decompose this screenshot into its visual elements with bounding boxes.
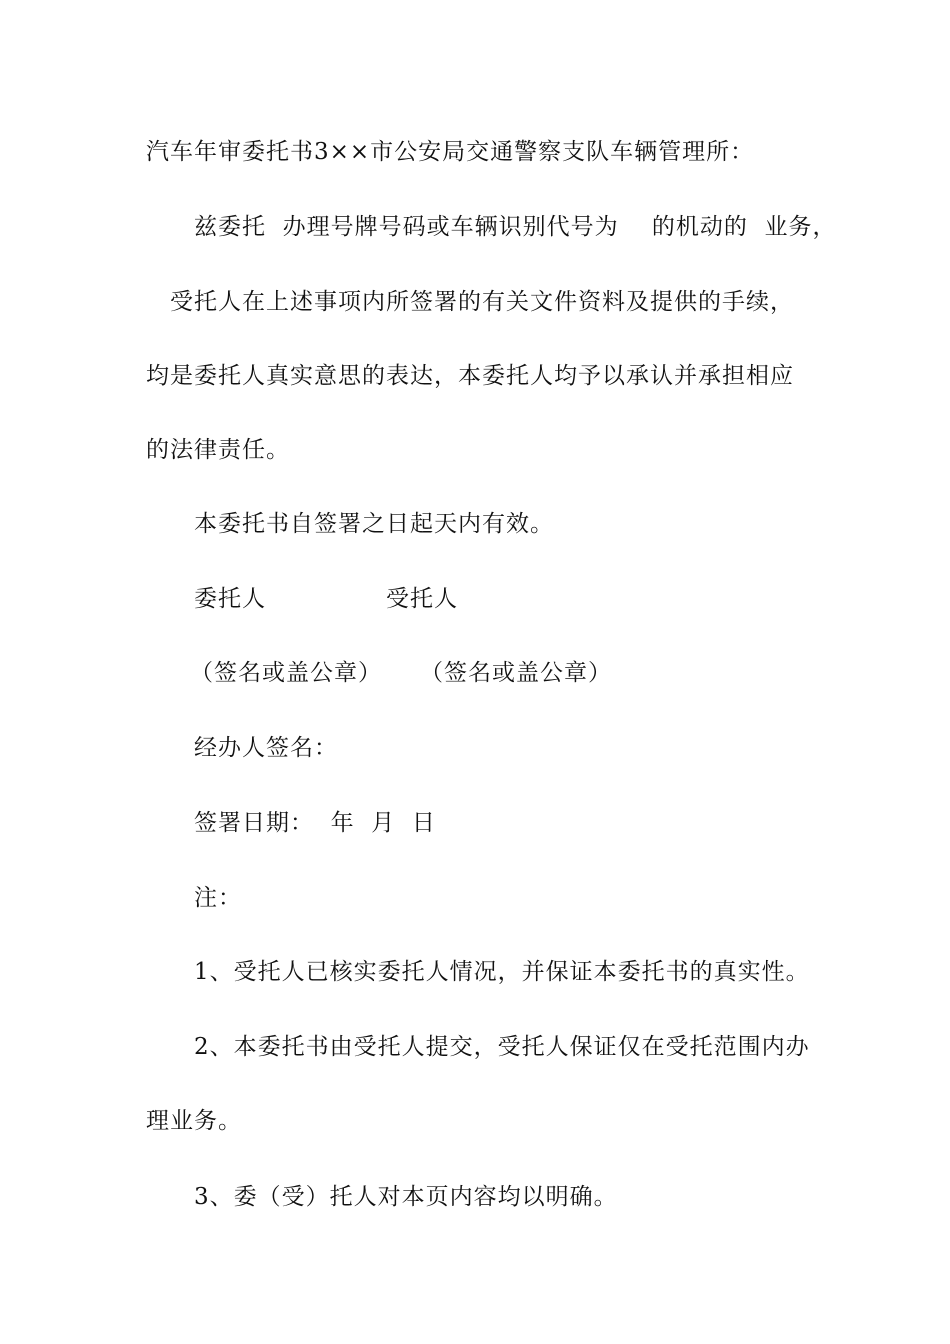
note-item-1: 1、受托人已核实委托人情况，并保证本委托书的真实性。 xyxy=(194,959,810,985)
principal-label: 委托人 xyxy=(194,586,266,612)
paragraph-1-line-1: 兹委托 办理号牌号码或车辆识别代号为 的机动的 业务， xyxy=(194,214,837,240)
document-title-line: 汽车年审委托书3××市公安局交通警察支队车辆管理所： xyxy=(146,139,755,165)
paragraph-1-line-2: 受托人在上述事项内所签署的有关文件资料及提供的手续， xyxy=(170,289,794,315)
paragraph-1-line-3: 均是委托人真实意思的表达，本委托人均予以承认并承担相应 xyxy=(146,363,794,389)
note-item-2-line-1: 2、本委托书由受托人提交，受托人保证仅在受托范围内办 xyxy=(194,1034,810,1060)
note-item-3: 3、委（受）托人对本页内容均以明确。 xyxy=(194,1184,618,1210)
note-item-2-line-2: 理业务。 xyxy=(146,1108,242,1134)
validity-statement: 本委托书自签署之日起天内有效。 xyxy=(194,511,554,537)
handler-signature-label: 经办人签名： xyxy=(194,735,338,761)
agent-label: 受托人 xyxy=(386,586,458,612)
agent-sign-hint: （签名或盖公章） xyxy=(420,660,612,686)
paragraph-1-line-4: 的法律责任。 xyxy=(146,437,290,463)
note-label: 注： xyxy=(194,885,242,911)
principal-sign-hint: （签名或盖公章） xyxy=(190,660,382,686)
sign-date-label: 签署日期： 年 月 日 xyxy=(194,810,436,836)
